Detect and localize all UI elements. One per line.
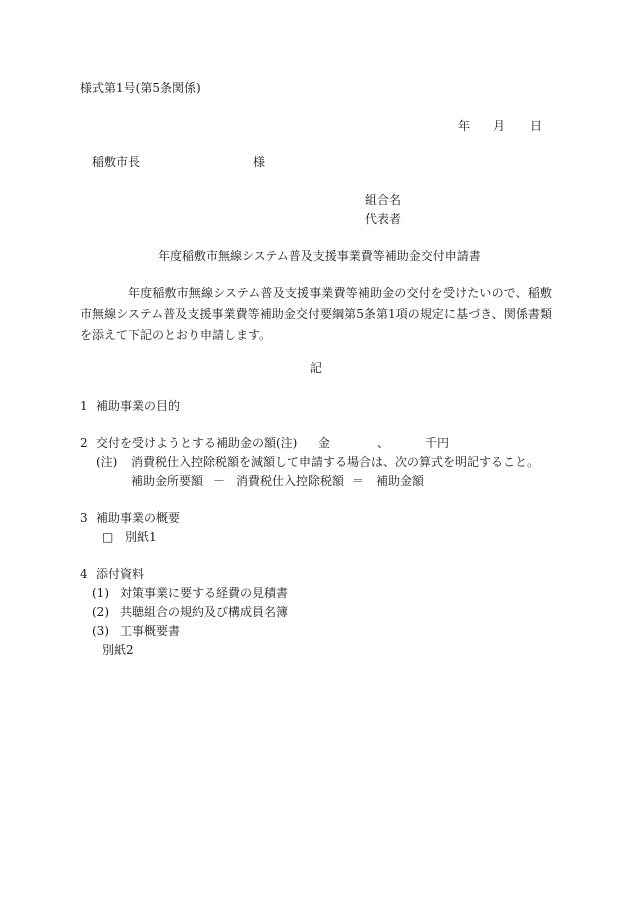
- item-4-number: 4: [80, 567, 88, 581]
- formula-minus: －: [213, 474, 226, 488]
- ki-heading: 記: [310, 361, 323, 375]
- amount-separator: 、: [377, 436, 390, 450]
- item-4-label: 添付資料: [96, 567, 145, 581]
- formula-equals: ＝: [352, 474, 365, 488]
- doc-2-text: 共聴組合の規約及び構成員名簿: [120, 605, 289, 619]
- overview-attachment-label: 別紙1: [125, 530, 157, 544]
- note-text: 消費税仕入控除税額を減額して申請する場合は、次の算式を明記すること。: [131, 455, 540, 469]
- item-3-label: 補助事業の概要: [96, 511, 181, 525]
- amount-unit-label: 千円: [425, 436, 450, 450]
- doc-2-number: (2): [92, 605, 109, 619]
- documents-attachment-label: 別紙2: [102, 643, 134, 657]
- date-day-label: 日: [530, 119, 543, 133]
- formula-term-tax: 消費税仕入控除税額: [236, 474, 345, 488]
- union-name-label: 組合名: [365, 193, 402, 207]
- document-title: 年度稲敷市無線システム普及支援事業費等補助金交付申請書: [158, 249, 481, 263]
- doc-3-number: (3): [92, 624, 109, 638]
- representative-label: 代表者: [365, 212, 402, 226]
- formula-term-required: 補助金所要額: [131, 474, 204, 488]
- addressee-honorific: 様: [253, 155, 266, 169]
- doc-1-number: (1): [92, 586, 109, 600]
- addressee-name: 稲敷市長: [92, 155, 141, 169]
- form-number-label: 様式第1号(第5条関係): [80, 81, 201, 95]
- item-3-number: 3: [80, 511, 88, 525]
- formula-term-result: 補助金額: [376, 474, 425, 488]
- overview-checkbox-icon: □: [102, 530, 114, 544]
- amount-kin-label: 金: [318, 436, 331, 450]
- date-year-label: 年: [458, 119, 471, 133]
- item-2-label: 交付を受けようとする補助金の額(注): [96, 436, 298, 450]
- date-month-label: 月: [493, 119, 506, 133]
- doc-3-text: 工事概要書: [120, 624, 181, 638]
- item-1-number: 1: [80, 399, 88, 413]
- note-mark: (注): [96, 455, 118, 469]
- intro-paragraph: 年度稲敷市無線システム普及支援事業費等補助金の交付を受けたいので、稲敷市無線システム普及支援事業費等補助金交付要綱第5条第1項の規定に基づき、関係書類を添えて下記のとおり申請します。: [80, 286, 552, 342]
- doc-1-text: 対策事業に要する経費の見積書: [120, 586, 289, 600]
- item-2-number: 2: [80, 436, 88, 450]
- item-1-label: 補助事業の目的: [96, 399, 181, 413]
